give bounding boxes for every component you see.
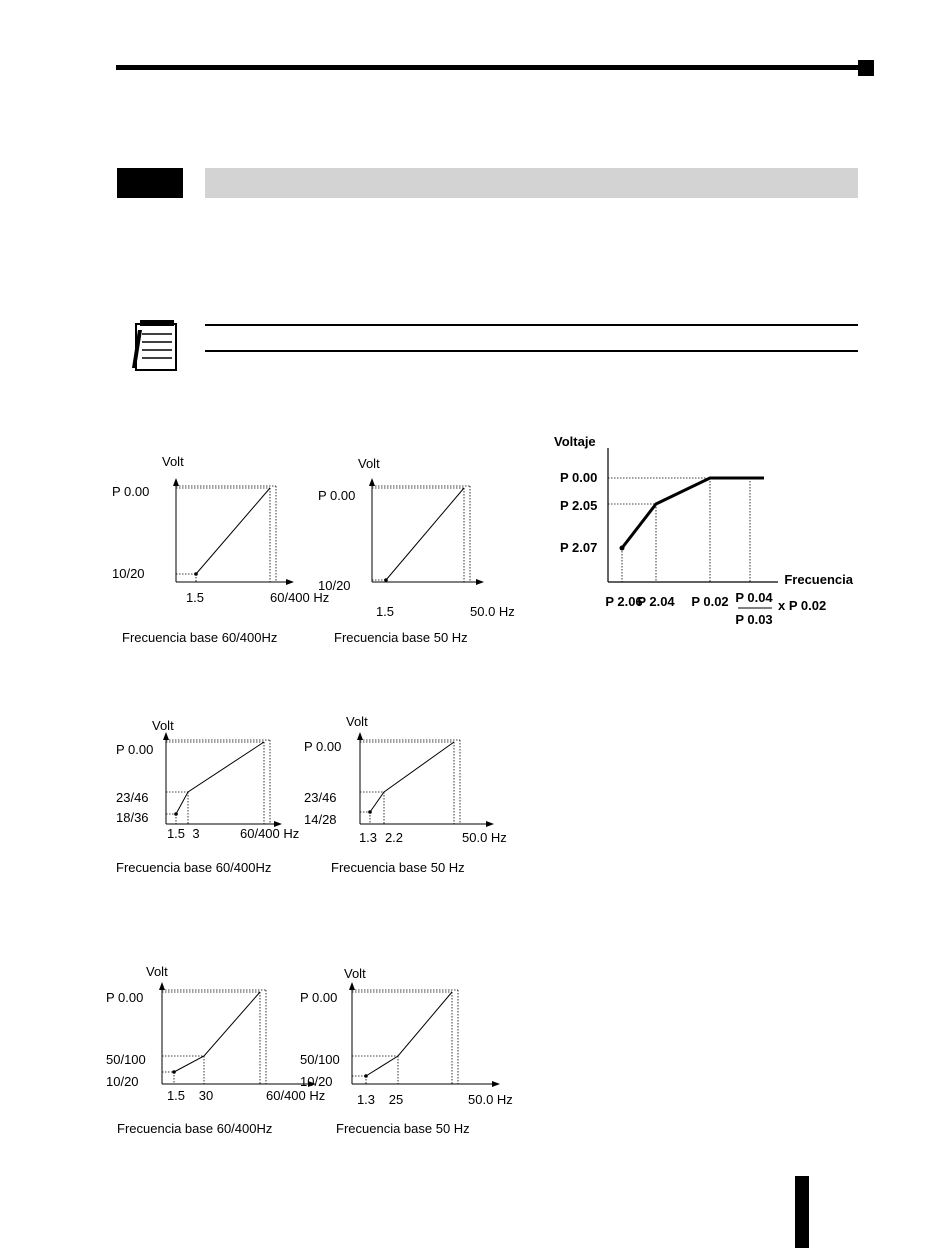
y-tick-label: 23/46 (116, 790, 149, 805)
vf-curve (196, 488, 270, 574)
vf-chart-50hz-a (310, 450, 515, 620)
y-axis-arrow (349, 982, 355, 990)
y-tick-label: 50/100 (106, 1052, 146, 1067)
y-tick-label: P 0.00 (300, 990, 338, 1005)
x-tick-label: 1.5 (166, 826, 186, 841)
y-axis-label: Volt (146, 964, 168, 979)
curve-start-point (384, 578, 388, 582)
x-axis-arrow (492, 1081, 500, 1087)
y-axis-arrow (357, 732, 363, 740)
x-tick-label: 3 (192, 826, 200, 841)
y-axis-label: Volt (346, 714, 368, 729)
x-tick-label: 1.5 (185, 590, 205, 605)
x-tick-label: 30 (198, 1088, 214, 1103)
vf-chart-parameters (550, 430, 870, 630)
note-bottom-rule (205, 350, 858, 352)
chart-caption-3: Frecuencia base 60/400Hz (116, 860, 272, 875)
header-rule (116, 65, 862, 70)
x-tick-label: 60/400 Hz (240, 826, 300, 841)
notepad-icon (130, 318, 180, 374)
vf-chart-60hz-b (110, 712, 310, 847)
y-tick-label: P 0.00 (106, 990, 144, 1005)
vf-curve (176, 742, 264, 814)
chart-caption-4: Frecuencia base 50 Hz (331, 860, 465, 875)
curve-start-point (620, 546, 625, 551)
curve-start-point (368, 810, 372, 814)
curve-start-point (364, 1074, 368, 1078)
section-number-tab (117, 168, 183, 198)
y-axis-arrow (163, 732, 169, 740)
y-tick-label: 10/20 (112, 566, 145, 581)
vf-curve (622, 478, 764, 548)
y-axis-label: Volt (344, 966, 366, 981)
y-tick-label: 18/36 (116, 810, 149, 825)
chart-caption-1: Frecuencia base 60/400Hz (122, 630, 278, 645)
y-tick-label: 10/20 (318, 578, 351, 593)
fraction-numerator: P 0.04 (735, 590, 773, 605)
y-tick-label: P 0.00 (560, 470, 598, 485)
y-tick-label: 10/20 (300, 1074, 333, 1089)
header-rule-end-square (858, 60, 874, 76)
x-tick-label: P 0.02 (691, 594, 729, 609)
y-axis-label: Volt (162, 454, 184, 469)
x-tick-label: 25 (388, 1092, 404, 1107)
y-tick-label: P 2.05 (560, 498, 598, 513)
vf-chart-60hz-a (110, 450, 330, 620)
fraction-denominator: P 0.03 (735, 612, 773, 627)
x-tick-label: 2.2 (384, 830, 404, 845)
x-tick-label: P 2.06 (605, 594, 643, 609)
y-axis-arrow (159, 982, 165, 990)
y-tick-label: P 2.07 (560, 540, 598, 555)
chart-caption-6: Frecuencia base 50 Hz (336, 1121, 470, 1136)
x-tick-label: 1.5 (375, 604, 395, 619)
vf-curve (386, 488, 464, 580)
x-tick-label: 50.0 Hz (470, 604, 515, 619)
y-axis-arrow (173, 478, 179, 486)
section-title-bar (205, 168, 858, 198)
note-top-rule (205, 324, 858, 326)
chart-caption-2: Frecuencia base 50 Hz (334, 630, 468, 645)
y-axis-label: Volt (358, 456, 380, 471)
x-tick-label: 1.3 (358, 830, 378, 845)
x-tick-label: 50.0 Hz (468, 1092, 513, 1107)
fraction-multiplier: x P 0.02 (778, 598, 827, 613)
x-tick-label: 50.0 Hz (462, 830, 507, 845)
x-axis-label: Frecuencia (784, 572, 853, 587)
y-tick-label: P 0.00 (304, 739, 342, 754)
x-tick-label: 60/400 Hz (270, 590, 330, 605)
y-tick-label: P 0.00 (318, 488, 356, 503)
y-axis-label: Voltaje (554, 434, 596, 449)
x-axis-arrow (476, 579, 484, 585)
curve-start-point (172, 1070, 176, 1074)
x-tick-label: 1.3 (356, 1092, 376, 1107)
curve-start-point (174, 812, 178, 816)
vf-curve (370, 742, 454, 812)
vf-curve (366, 992, 452, 1076)
x-tick-label: P 2.04 (637, 594, 675, 609)
y-tick-label: 50/100 (300, 1052, 340, 1067)
y-tick-label: P 0.00 (112, 484, 150, 499)
x-axis-arrow (486, 821, 494, 827)
curve-start-point (194, 572, 198, 576)
y-tick-label: 23/46 (304, 790, 337, 805)
vf-chart-50hz-b (300, 712, 507, 847)
chart-caption-5: Frecuencia base 60/400Hz (117, 1121, 273, 1136)
x-tick-label: 60/400 Hz (266, 1088, 326, 1103)
y-tick-label: P 0.00 (116, 742, 154, 757)
x-tick-label: 1.5 (166, 1088, 186, 1103)
vf-curve (174, 992, 260, 1072)
y-axis-arrow (369, 478, 375, 486)
vf-chart-50hz-c (296, 962, 513, 1107)
y-axis-label: Volt (152, 718, 174, 733)
y-tick-label: 14/28 (304, 812, 337, 827)
page-edge-tab (795, 1176, 809, 1248)
vf-chart-60hz-c (106, 962, 326, 1107)
x-axis-arrow (286, 579, 294, 585)
y-tick-label: 10/20 (106, 1074, 139, 1089)
